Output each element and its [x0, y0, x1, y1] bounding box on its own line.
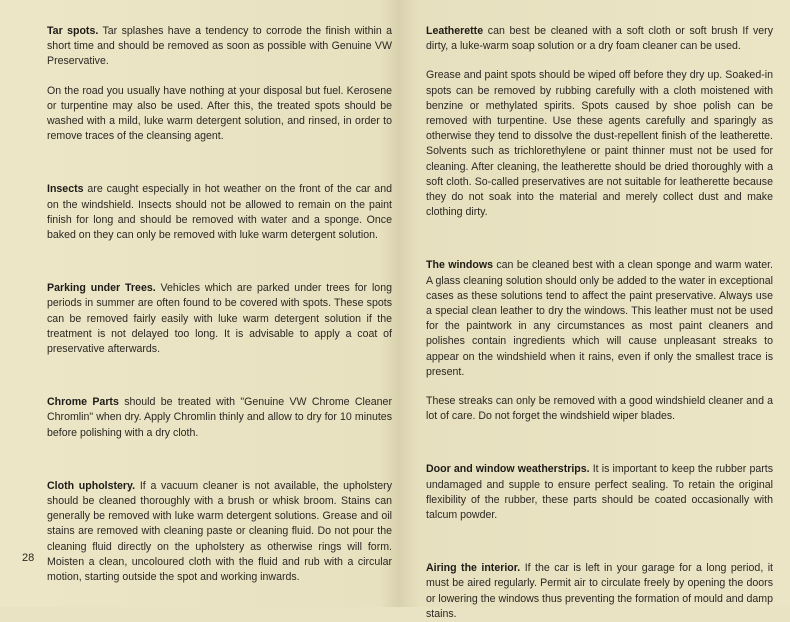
heading-chrome-parts: Chrome Parts — [47, 396, 119, 409]
paragraph-chrome-parts — [47, 395, 392, 441]
text-leatherette: can best be cleaned with a soft cloth or soft brush If very dirty, a luke-warm soap solution or a dry foam cleaner can be used. — [426, 25, 773, 53]
heading-airing-the-interior: Airing the interior. — [426, 562, 521, 575]
text-door-window-weatherstrips: It is important to keep the rubber parts undamaged and supple to ensure perfect sealing. To retain the original flexibility of the rubber, these parts should be coated occasionally with talcum powder. — [426, 463, 773, 522]
paragraph-grease-and-paint — [426, 68, 773, 220]
text-chrome-parts: should be treated with "Genuine VW Chrome Cleaner Chromlin" when dry. Apply Chromlin thinly and allow to dry for 10 minutes before polishing with a dry cloth. — [47, 396, 392, 439]
text-the-windows: can be cleaned best with a clean sponge and warm water. A glass cleaning solution should only be added to the water in exceptional cases as these solutions tend to affect the paint preservative. Always use a special clean leather to dry the windows. This leather must not be used for the paintwork in any circumstances as most paint cleaners and polishes contain ingredients which will cause unpleasant streaks to appear on the windshield when it rains, even if only the smallest trace is present. — [426, 259, 773, 378]
text-these-streaks: These streaks can only be removed with a good windshield cleaner and a lot of care. Do not forget the windshield wiper blades. — [426, 395, 773, 423]
heading-leatherette: Leatherette — [426, 25, 484, 37]
right-column — [426, 24, 773, 622]
text-cloth-upholstery: If a vacuum cleaner is not available, the upholstery should be cleaned thoroughly with a brush or whisk broom. Stains can generally be removed with luke warm detergent solutions. Grease and oil stains are removed with cleaning paste or cleaning fluid. Do not pour the cleaning fluid directly on the upholstery as otherwise rings will form. Moisten a clean, uncoloured cloth with the fluid and rub with a circular motion, starting outside the spot and working inwards. — [47, 479, 392, 584]
heading-insects: Insects — [47, 183, 84, 196]
text-insects: are caught especially in hot weather on the front of the car and on the windshield. Insects should not be allowed to remain on the paint finish for long and should be removed with water and a sponge. Once baked on they can only be removed with luke warm detergent solution. — [47, 183, 392, 242]
heading-cloth-upholstery: Cloth upholstery. — [47, 479, 136, 492]
paragraph-on-the-road — [47, 84, 392, 145]
heading-parking-under-trees: Parking under Trees. — [47, 282, 156, 295]
text-parking-under-trees: Vehicles which are parked under trees for long periods in summer are often found to be covered with spots. These spots can be removed fairly easily with luke warm detergent solution if the treatment is not delayed too long. It is advisable to apply a coat of preservative afterwards. — [47, 282, 392, 356]
heading-the-windows: The windows — [426, 259, 493, 272]
paragraph-tar-spots — [47, 24, 392, 70]
left-column — [47, 24, 392, 585]
text-airing-the-interior: If the car is left in your garage for a long period, it must be aired regularly. Permit air to circulate freely by opening the doors or lowering the windows thus preventing the formation of mould and damp stains. — [426, 562, 774, 620]
paragraph-these-streaks — [426, 394, 773, 424]
page-number: 28 — [22, 552, 35, 564]
text-tar-spots: Tar splashes have a tendency to corrode the finish within a short time and should be removed as soon as possible with Genuine VW Preservative. — [47, 25, 392, 68]
heading-tar-spots: Tar spots. — [47, 25, 99, 37]
text-on-the-road: On the road you usually have nothing at your disposal but fuel. Kerosene or turpentine may also be used. After this, the treated spots should be washed with a mild, luke warm detergent solution, and rinsed, in order to remove traces of the cleansing agent. — [47, 84, 392, 143]
paragraph-parking-under-trees — [47, 281, 392, 357]
heading-door-window-weatherstrips: Door and window weatherstrips. — [426, 463, 590, 476]
text-grease-and-paint: Grease and paint spots should be wiped off before they dry up. Soaked-in spots can be removed by rubbing carefully with a cloth moistened with benzine or methylated spirits. Spots caused by shoe polish can be removed with turpentine. Use these agents carefully and sparingly as otherwise they tend to dissolve the dust-repellent finish of the leatherette. Solvents such as trichlorethylene or paint thinner must not be used for cleaning. After cleaning, the leatherette should be dried thoroughly with a soft cloth. So-called preservatives are not suitable for leatherette because they do not soak into the material and merely collect dust and make clothing dirty. — [426, 69, 773, 219]
paragraph-the-windows — [426, 258, 773, 380]
paragraph-door-window-weatherstrips — [426, 462, 773, 523]
paragraph-leatherette — [426, 24, 773, 54]
paragraph-airing-the-interior — [426, 561, 773, 622]
paragraph-insects — [47, 182, 392, 243]
paragraph-cloth-upholstery — [47, 479, 392, 585]
